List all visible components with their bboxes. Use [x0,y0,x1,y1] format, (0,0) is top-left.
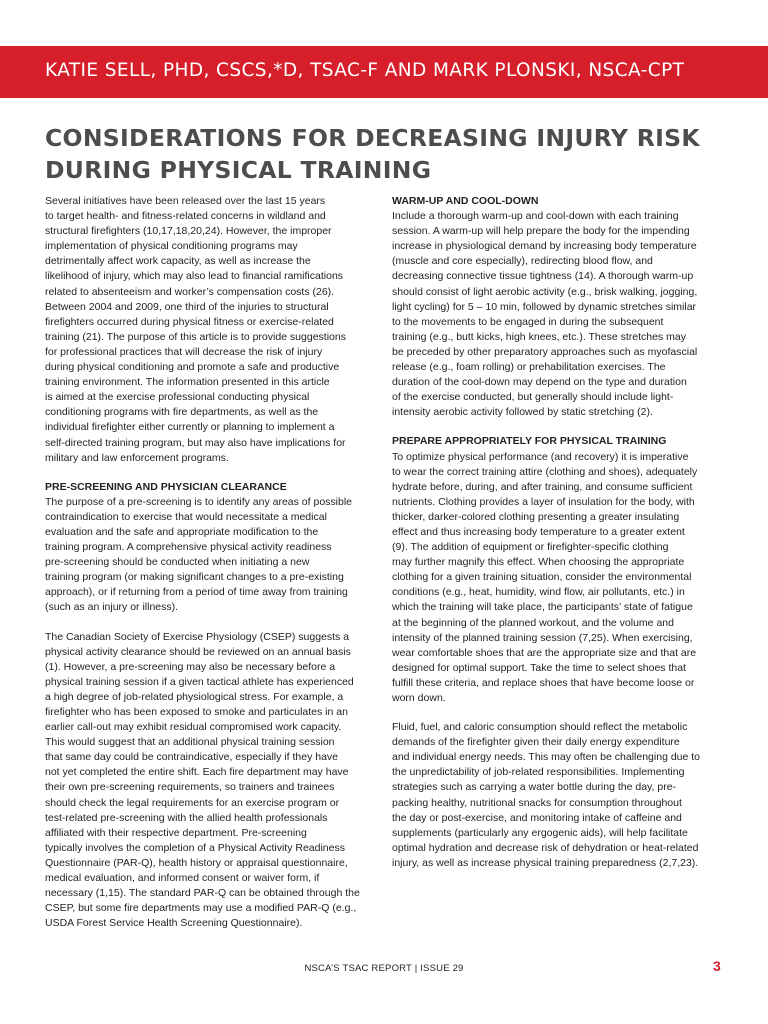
section-heading-prepare: PREPARE APPROPRIATELY FOR PHYSICAL TRAINING [392,435,667,448]
footer-publication: NSCA’S TSAC REPORT | ISSUE 29 [304,963,464,974]
page-number: 3 [713,958,721,974]
left-column [45,194,379,945]
author-banner [0,46,768,98]
prepare-paragraph-1: To optimize physical performance (and recovery) it is imperative to wear the correct training attire (clothing and shoes), adequately hydrate before, during, and after training, and consume sufficient nutrients. Clothing provides a layer of insulation for the body, with thicker, darker-colored clothing presenting a greater insulating effect and thus increasing body temperature to a greater extent (9). The addition of equipment or firefighter-specific clothing may further magnify this effect. When choosing the appropriate clothing for a given training situation, consider the environmental conditions (e.g., heat, humidity, wind flow, air pollutants, etc.) in which the training will take place, the participants’ state of fatigue at the beginning of the planned workout, and the volume and intensity of the planned training session (7,25). When exercising, wear comfortable shoes that are the appropriate size and that are designed for optimal support. Take the time to select shoes that fulfill these criteria, and replace shoes that have become loose or worn down. [392,450,698,704]
prepare-paragraph-2: Fluid, fuel, and caloric consumption should reflect the metabolic demands of the firefighter given their daily energy expenditure and individual energy needs. This may often be challenging due to the unpredictability of job-related responsibilities. Implementing strategies such as carrying a water bottle during the day, pre- packing healthy, nutritional snacks for consumption throughout the day or post-exercise, and monitoring intake of caffeine and supplements (particularly any ergogenic aids), will help facilitate optimal hydration and decrease risk of dehydration or heat-related injury, as well as increase physical training preparedness (2,7,23). [392,721,701,869]
author-names: KATIE SELL, PHD, CSCS,*D, TSAC-F AND MARK PLONSKI, NSCA-CPT [45,60,685,81]
prescreening-paragraph-1: The purpose of a pre-screening is to identify any areas of possible contraindication to exercise that would necessitate a medical evaluation and the safe and appropriate modification to the training program. A comprehensive physical activity readiness pre-screening should be conducted when initiating a new training program (or making significant changes to a pre-existing approach), or if returning from a period of time away from training (such as an injury or illness). [45,495,353,614]
right-column [392,194,726,885]
warmup-paragraph: Include a thorough warm-up and cool-down with each training session. A warm-up will help prepare the body for the impending increase in physiological demand by increasing body temperature (muscle and core especially), redirecting blood flow, and decreasing connective tissue tightness (14). A thorough warm-up should consist of light aerobic activity (e.g., brisk walking, jogging, light cycling) for 5 – 10 min, followed by dynamic stretches similar to the movements to be engaged in during the subsequent training (e.g., butt kicks, high knees, etc.). These stretches may be preceded by other preparatory approaches such as myofascial release (e.g., foam rolling) or prehabilitation exercises. The duration of the cool-down may depend on the type and duration of the exercise conducted, but generally should include light- intensity aerobic activity followed by static stretching (2). [392,210,698,419]
article-title: CONSIDERATIONS FOR DECREASING INJURY RISK DURING PHYSICAL TRAINING [45,124,700,184]
prescreening-paragraph-2: The Canadian Society of Exercise Physiology (CSEP) suggests a physical activity clearance should be reviewed on an annual basis (1). However, a pre-screening may also be necessary before a physical training session if a given tactical athlete has experienced a high degree of job-related physiological stress. For example, a firefighter who has been exposed to smoke and particulates in an earlier call-out may exhibit residual compromised work capacity. This would suggest that an additional physical training session that same day could be contraindicative, especially if they have not yet completed the entire shift. Each fire department may have their own pre-screening requirements, so trainers and trainees should check the legal requirements for an exercise program or test-related pre-screening with the allied health professionals affiliated with their respective department. Pre-screening typically involves the completion of a Physical Activity Readiness Questionnaire (PAR-Q), health history or appraisal questionnaire, medical evaluation, and informed consent or waiver form, if necessary (1,15). The standard PAR-Q can be obtained through the CSEP, but some fire departments may use a modified PAR-Q (e.g., USDA Forest Service Health Screening Questionnaire). [45,630,360,930]
section-heading-warmup: WARM-UP AND COOL-DOWN [392,195,539,207]
section-heading-prescreening: PRE-SCREENING AND PHYSICIAN CLEARANCE [45,480,287,493]
intro-paragraph: Several initiatives have been released over the last 15 years to target health- and fitness-related concerns in wildland and structural firefighters (10,17,18,20,24). However, the improper implementation of physical conditioning programs may detrimentally affect work capacity, as well as increase the likelihood of injury, which may also lead to financial ramifications related to absenteeism and worker’s compensation costs (26). Between 2004 and 2009, one third of the injuries to structural firefighters occurred during physical fitness or exercise-related training (21). The purpose of this article is to provide suggestions for professional practices that will decrease the risk of injury during physical conditioning and promote a safe and productive training environment. The information presented in this article is aimed at the exercise professional conducting physical conditioning programs with fire departments, as well as the individual firefighter either currently or planning to implement a self-directed training program, but may also have implications for military and law enforcement programs. [45,195,346,464]
